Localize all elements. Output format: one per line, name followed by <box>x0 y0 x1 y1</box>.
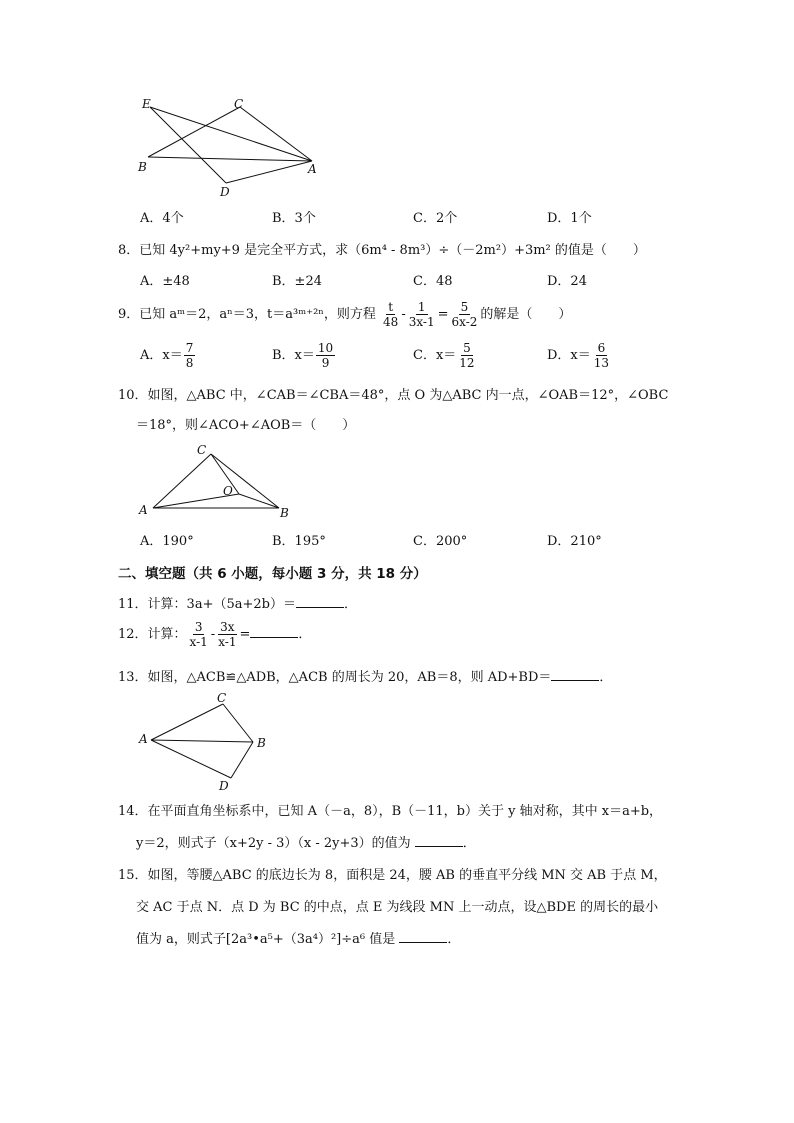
q10-line2: ＝18°，则∠ACO+∠AOB＝（ ） <box>136 418 356 433</box>
fig10-label-a: A <box>139 503 148 517</box>
q9-option-c: C．x＝ $\frac{5}{12}$ <box>413 341 475 370</box>
q13: 13．如图，△ACB≌△ADB，△ACB 的周长为 20，AB＝8，则 AD+BD＝ ． <box>118 670 613 685</box>
q8-text: 8．已知 4y²+my+9 是完全平方式，求（6m⁴ - 8m³）÷（－2m²）+3m² 的值是（ ） <box>118 243 646 258</box>
q10-line1: 10．如图，△ABC 中，∠CAB＝∠CBA＝48°，点 O 为△ABC 内一点，∠OAB＝12°，∠OBC <box>118 388 669 403</box>
q7-option-c: C．2个 <box>413 211 458 226</box>
fig7-label-e: E <box>142 97 151 111</box>
fig13-label-a: A <box>139 732 148 746</box>
q10-option-a: A．190° <box>140 534 194 549</box>
q10-option-c: C．200° <box>413 534 468 549</box>
fig13-label-d: D <box>219 779 229 793</box>
q15-line3: 值为 a，则式子[2a³•a⁵+（3a⁴）²]÷a⁶ 值是 ． <box>136 932 461 947</box>
section-2-heading: 二、填空题（共 6 小题，每小题 3 分，共 18 分） <box>118 566 427 582</box>
q12-answer-blank[interactable] <box>250 625 298 638</box>
q9-option-d: D．x＝ $\frac{6}{13}$ <box>547 341 610 370</box>
q14-line1: 14．在平面直角坐标系中，已知 A（－a，8），B（－11，b）关于 y 轴对称，其中 x＝a+b， <box>118 804 663 819</box>
q14-answer-blank[interactable] <box>415 834 463 847</box>
fig10-label-b: B <box>280 506 289 520</box>
fig10-label-o: O <box>223 484 233 498</box>
q12-frac-2: $\frac{3x}{x-1}$ <box>218 620 237 649</box>
q14-line2: y＝2，则式子（x+2y - 3）（x - 2y+3）的值为 ． <box>136 836 476 851</box>
q9-prefix: 9．已知 aᵐ＝2，aⁿ＝3，t＝a³ᵐ⁺²ⁿ，则方程 <box>118 307 376 322</box>
q10-option-b: B．195° <box>272 534 326 549</box>
q15-line2: 交 AC 于点 N．点 D 为 BC 的中点，点 E 为线段 MN 上一动点，设△BDE 的周长的最小 <box>136 900 659 915</box>
fig10-label-c: C <box>197 443 207 457</box>
figure-q7 <box>130 95 330 200</box>
q9-option-a: A．x＝ $\frac{7}{8}$ <box>140 341 194 370</box>
q13-answer-blank[interactable] <box>551 668 599 681</box>
figure-q10 <box>135 440 305 522</box>
q15-answer-blank[interactable] <box>399 930 447 943</box>
q11-answer-blank[interactable] <box>296 595 344 608</box>
q8-option-d: D．24 <box>547 274 587 289</box>
q7-option-a: A．4个 <box>140 211 184 226</box>
fig7-label-d: D <box>220 185 230 199</box>
q12-frac-1: $\frac{3}{x-1}$ <box>189 620 208 649</box>
q11: 11．计算：3a+（5a+2b）＝ ． <box>118 597 357 612</box>
fig7-label-b: B <box>138 160 147 174</box>
q9-option-b: B．x＝ $\frac{10}{9}$ <box>272 341 334 370</box>
q7-option-b: B．3个 <box>272 211 316 226</box>
q7-option-d: D．1个 <box>547 211 592 226</box>
q9-eq-frac-2: $\frac{1}{3x-1}$ <box>408 300 435 329</box>
q12: 12．计算： $\frac{3}{x-1}$ - $\frac{3x}{x-1}$ = ． <box>118 620 312 649</box>
q8-option-b: B．±24 <box>272 274 322 289</box>
q8-option-a: A．±48 <box>140 274 190 289</box>
q10-option-d: D．210° <box>547 534 602 549</box>
q9-eq-frac-3: $\frac{5}{6x-2}$ <box>451 300 478 329</box>
q9-eq-frac-1: $\frac{t}{48}$ <box>383 300 399 329</box>
figure-q13 <box>135 690 275 795</box>
fig13-label-c: C <box>217 691 227 705</box>
q8-option-c: C．48 <box>413 274 453 289</box>
q9-suffix: 的解是（ ） <box>480 307 572 322</box>
fig7-label-a: A <box>308 162 317 176</box>
fig13-label-b: B <box>257 736 266 750</box>
q9-line: 9．已知 aᵐ＝2，aⁿ＝3，t＝a³ᵐ⁺²ⁿ，则方程 $\frac{t}{48}$ - $\frac{1}{3x-1}$ = $\frac{5}{6x-2}$ 的解是（ ） <box>118 300 572 329</box>
fig7-label-c: C <box>234 97 244 111</box>
q15-line1: 15．如图，等腰△ABC 的底边长为 8，面积是 24，腰 AB 的垂直平分线 MN 交 AB 于点 M， <box>118 868 667 883</box>
